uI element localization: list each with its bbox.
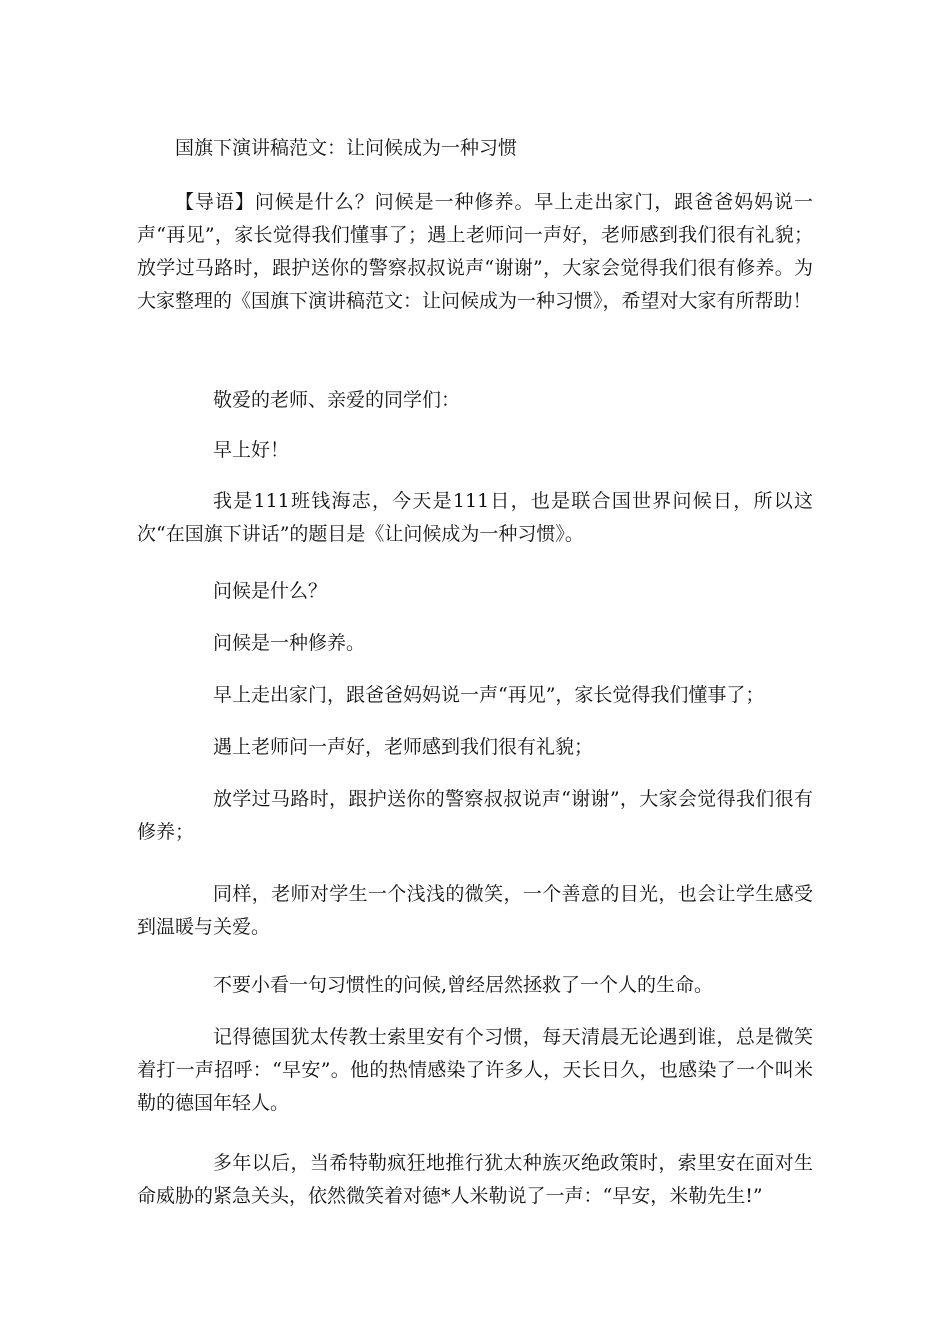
intro-paragraph: 【导语】问候是什么？问候是一种修养。早上走出家门，跟爸爸妈妈说一声“再见”，家长觉得我们懂事了；遇上老师问一声好，老师感到我们很有礼貌；放学过马路时，跟护送你的警察叔叔说声“谢谢”，大家会觉得我们很有修养。为大家整理的《国旗下演讲稿范文：让问候成为一种习惯》，希望对大家有所帮助！ <box>137 191 813 312</box>
paragraph-question: 问候是什么？ <box>213 580 328 602</box>
paragraph-answer: 问候是一种修养。 <box>213 632 366 654</box>
paragraph-after-school: 放学过马路时，跟护送你的警察叔叔说声“谢谢”，大家会觉得我们很有修养； <box>137 788 813 843</box>
document-title: 国旗下演讲稿范文：让问候成为一种习惯 <box>175 137 518 159</box>
paragraph-story: 记得德国犹太传教士索里安有个习惯，每天清晨无论遇到谁，总是微笑着打一声招呼：“早安”。他的热情感染了许多人，天长日久，也感染了一个叫米勒的德国年轻人。 <box>137 1026 813 1114</box>
paragraph-salutation: 敬爱的老师、亲爱的同学们： <box>213 389 461 411</box>
paragraph-smile: 同样，老师对学生一个浅浅的微笑，一个善意的目光，也会让学生感受到温暖与关爱。 <box>137 883 813 938</box>
paragraph-introduction: 我是111班钱海志，今天是111日，也是联合国世界问候日，所以这次“在国旗下讲话”的题目是《让问候成为一种习惯》。 <box>137 490 813 545</box>
paragraph-teacher: 遇上老师问一声好，老师感到我们很有礼貌； <box>213 736 594 758</box>
paragraph-morning: 早上走出家门，跟爸爸妈妈说一声“再见”，家长觉得我们懂事了； <box>213 684 765 706</box>
paragraph-later-years: 多年以后，当希特勒疯狂地推行犹太种族灭绝政策时，索里安在面对生命威胁的紧急关头，依然微笑着对德*人米勒说了一声：“早安，米勒先生!” <box>137 1152 813 1207</box>
paragraph-greeting: 早上好！ <box>213 439 290 461</box>
paragraph-life-saving: 不要小看一句习惯性的问候,曾经居然拯救了一个人的生命。 <box>213 974 714 996</box>
